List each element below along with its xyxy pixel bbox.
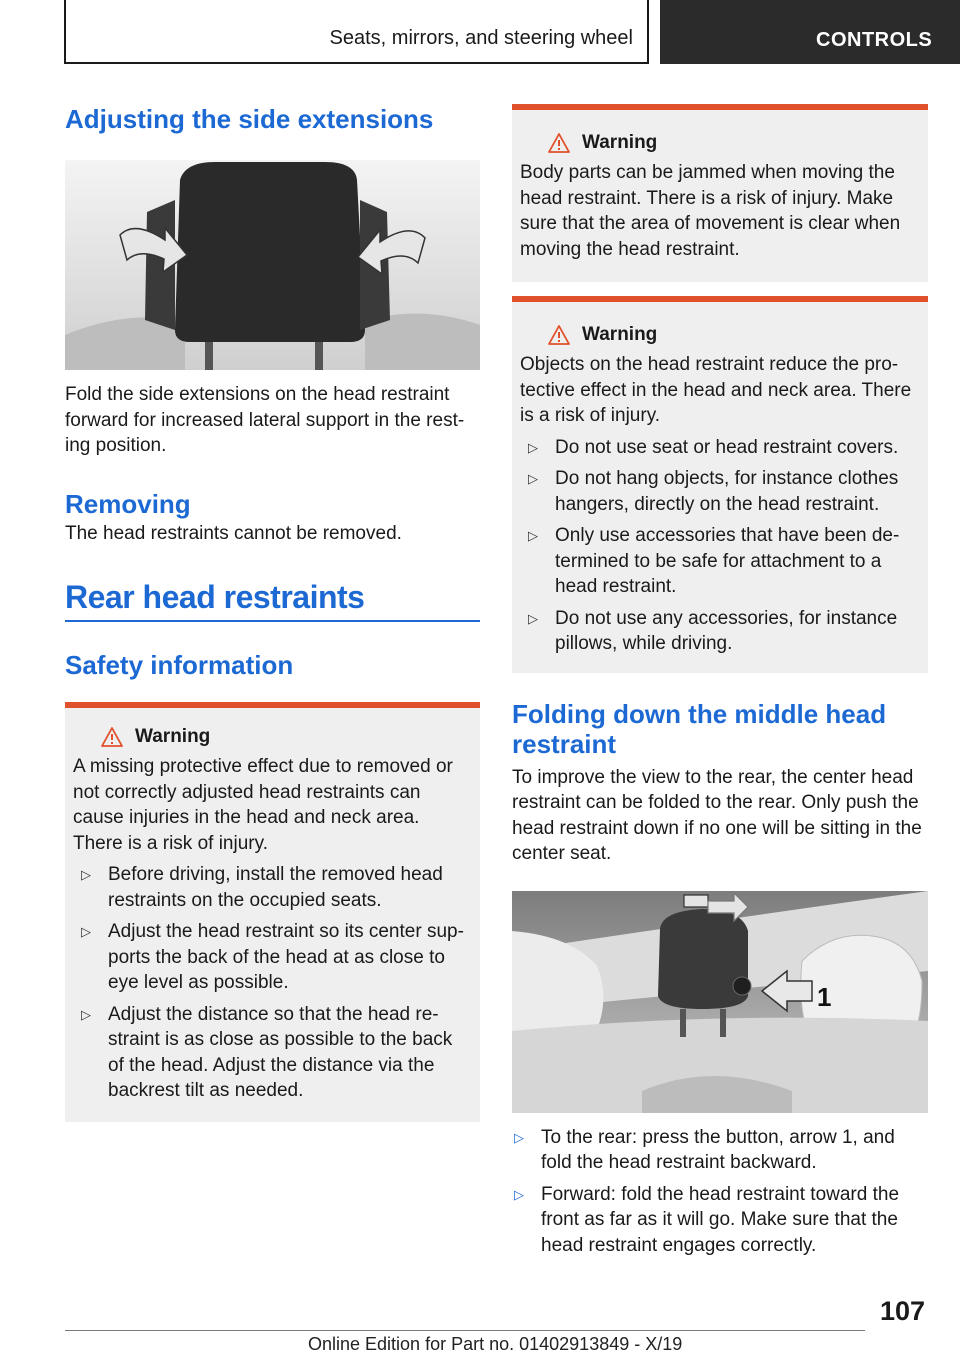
bullet-triangle-icon: ▷ xyxy=(81,1006,91,1022)
side-extensions-text: Fold the side extensions on the head restraint forward for increased lateral support in the resting position. xyxy=(65,384,465,456)
warning-label: Warning xyxy=(582,132,658,153)
list-item: ▷ Adjust the head restraint so its center supports the back of the head at as close to eye level as possible. xyxy=(81,921,464,993)
headrest-side-extensions-illustration xyxy=(65,160,480,370)
bullet-triangle-icon: ▷ xyxy=(514,1129,524,1145)
bullet-triangle-icon: ▷ xyxy=(528,439,538,455)
warning-box-objects xyxy=(512,296,928,673)
warning-label: Warning xyxy=(582,324,658,345)
rear-seat-illustration xyxy=(512,891,928,1113)
header-section-title: Seats, mirrors, and steering wheel xyxy=(329,27,633,49)
heading-rule xyxy=(65,620,480,622)
bullet-triangle-icon: ▷ xyxy=(81,924,91,939)
bullet-triangle-icon: ▷ xyxy=(528,528,538,543)
page-number: 107 xyxy=(880,1296,926,1326)
warning-text: Body parts can be jammed when moving the head restraint. There is a risk of injury. Make sure that the area of movement is clear when moving the head restraint. xyxy=(520,162,901,260)
list-item: ▷ Do not hang objects, for instance clothes hangers, directly on the head restraint. xyxy=(528,468,899,515)
list-item: ▷ Only use accessories that have been determined to be safe for attachment to a head restraint. xyxy=(528,525,900,597)
folding-figure xyxy=(512,891,928,1113)
bullet-triangle-icon: ▷ xyxy=(81,867,91,882)
list-item: ▷ Do not use any accessories, for instance pillows, while driving. xyxy=(528,607,898,654)
safety-information-heading: Safety information xyxy=(65,650,294,680)
warning-triangle-icon xyxy=(101,727,123,747)
header-frame xyxy=(64,0,649,64)
warning-header xyxy=(520,132,920,154)
warning-box-jammed xyxy=(512,104,928,282)
list-item: ▷ To the rear: press the button, arrow 1, and fold the head restraint backward. xyxy=(514,1126,895,1173)
footer-edition-text: Online Edition for Part no. 01402913849 - X/19 xyxy=(308,1334,683,1354)
warning-list xyxy=(73,862,472,1104)
left-column xyxy=(65,104,480,1122)
warning-list xyxy=(520,435,920,657)
warning-triangle-icon xyxy=(548,133,570,153)
list-item: ▷ Before driving, install the removed head restraints on the occupied seats. xyxy=(81,864,443,911)
warning-header xyxy=(520,324,920,346)
removing-text: The head restraints cannot be removed. xyxy=(65,522,402,544)
warning-text: A missing protective effect due to removed or not correctly adjusted head restraints can cause injuries in the head and neck area. There is a risk of injury. xyxy=(73,756,453,854)
list-item: ▷ Do not use seat or head restraint covers. xyxy=(520,435,920,461)
folding-text: To improve the view to the rear, the center head restraint can be folded to the rear. Only push the head restraint down if no one will be sitting in the center seat. xyxy=(512,766,922,864)
list-item: ▷ Forward: fold the head restraint toward the front as far as it will go. Make sure that the head restraint engages correctly. xyxy=(514,1183,900,1256)
side-extensions-heading: Adjusting the side extensions xyxy=(65,104,434,134)
bullet-triangle-icon: ▷ xyxy=(514,1186,524,1202)
warning-triangle-icon xyxy=(548,325,570,345)
header-chapter-tab xyxy=(660,0,960,64)
footer-rule xyxy=(65,1330,865,1331)
warning-label: Warning xyxy=(135,726,211,747)
folding-steps-list xyxy=(512,1125,928,1259)
folding-heading: Folding down the middle head restraint xyxy=(512,698,887,759)
side-extensions-figure xyxy=(65,160,480,370)
right-column xyxy=(512,104,928,1264)
bullet-triangle-icon: ▷ xyxy=(528,610,538,626)
figure-callout-1: 1 xyxy=(817,981,832,1012)
list-item: ▷ Adjust the distance so that the head restraint is as close as possible to the back of the head. Adjust the distance via the backrest tilt as needed. xyxy=(81,1003,453,1101)
header-chapter-label: CONTROLS xyxy=(816,29,933,51)
removing-heading: Removing xyxy=(65,488,191,519)
warning-box-missing-restraint xyxy=(65,702,480,1122)
rear-head-restraints-heading: Rear head restraints xyxy=(65,579,365,615)
bullet-triangle-icon: ▷ xyxy=(528,471,538,486)
warning-text: Objects on the head restraint reduce the protective effect in the head and neck area. There is a risk of injury. xyxy=(520,354,912,426)
warning-header xyxy=(73,726,472,748)
